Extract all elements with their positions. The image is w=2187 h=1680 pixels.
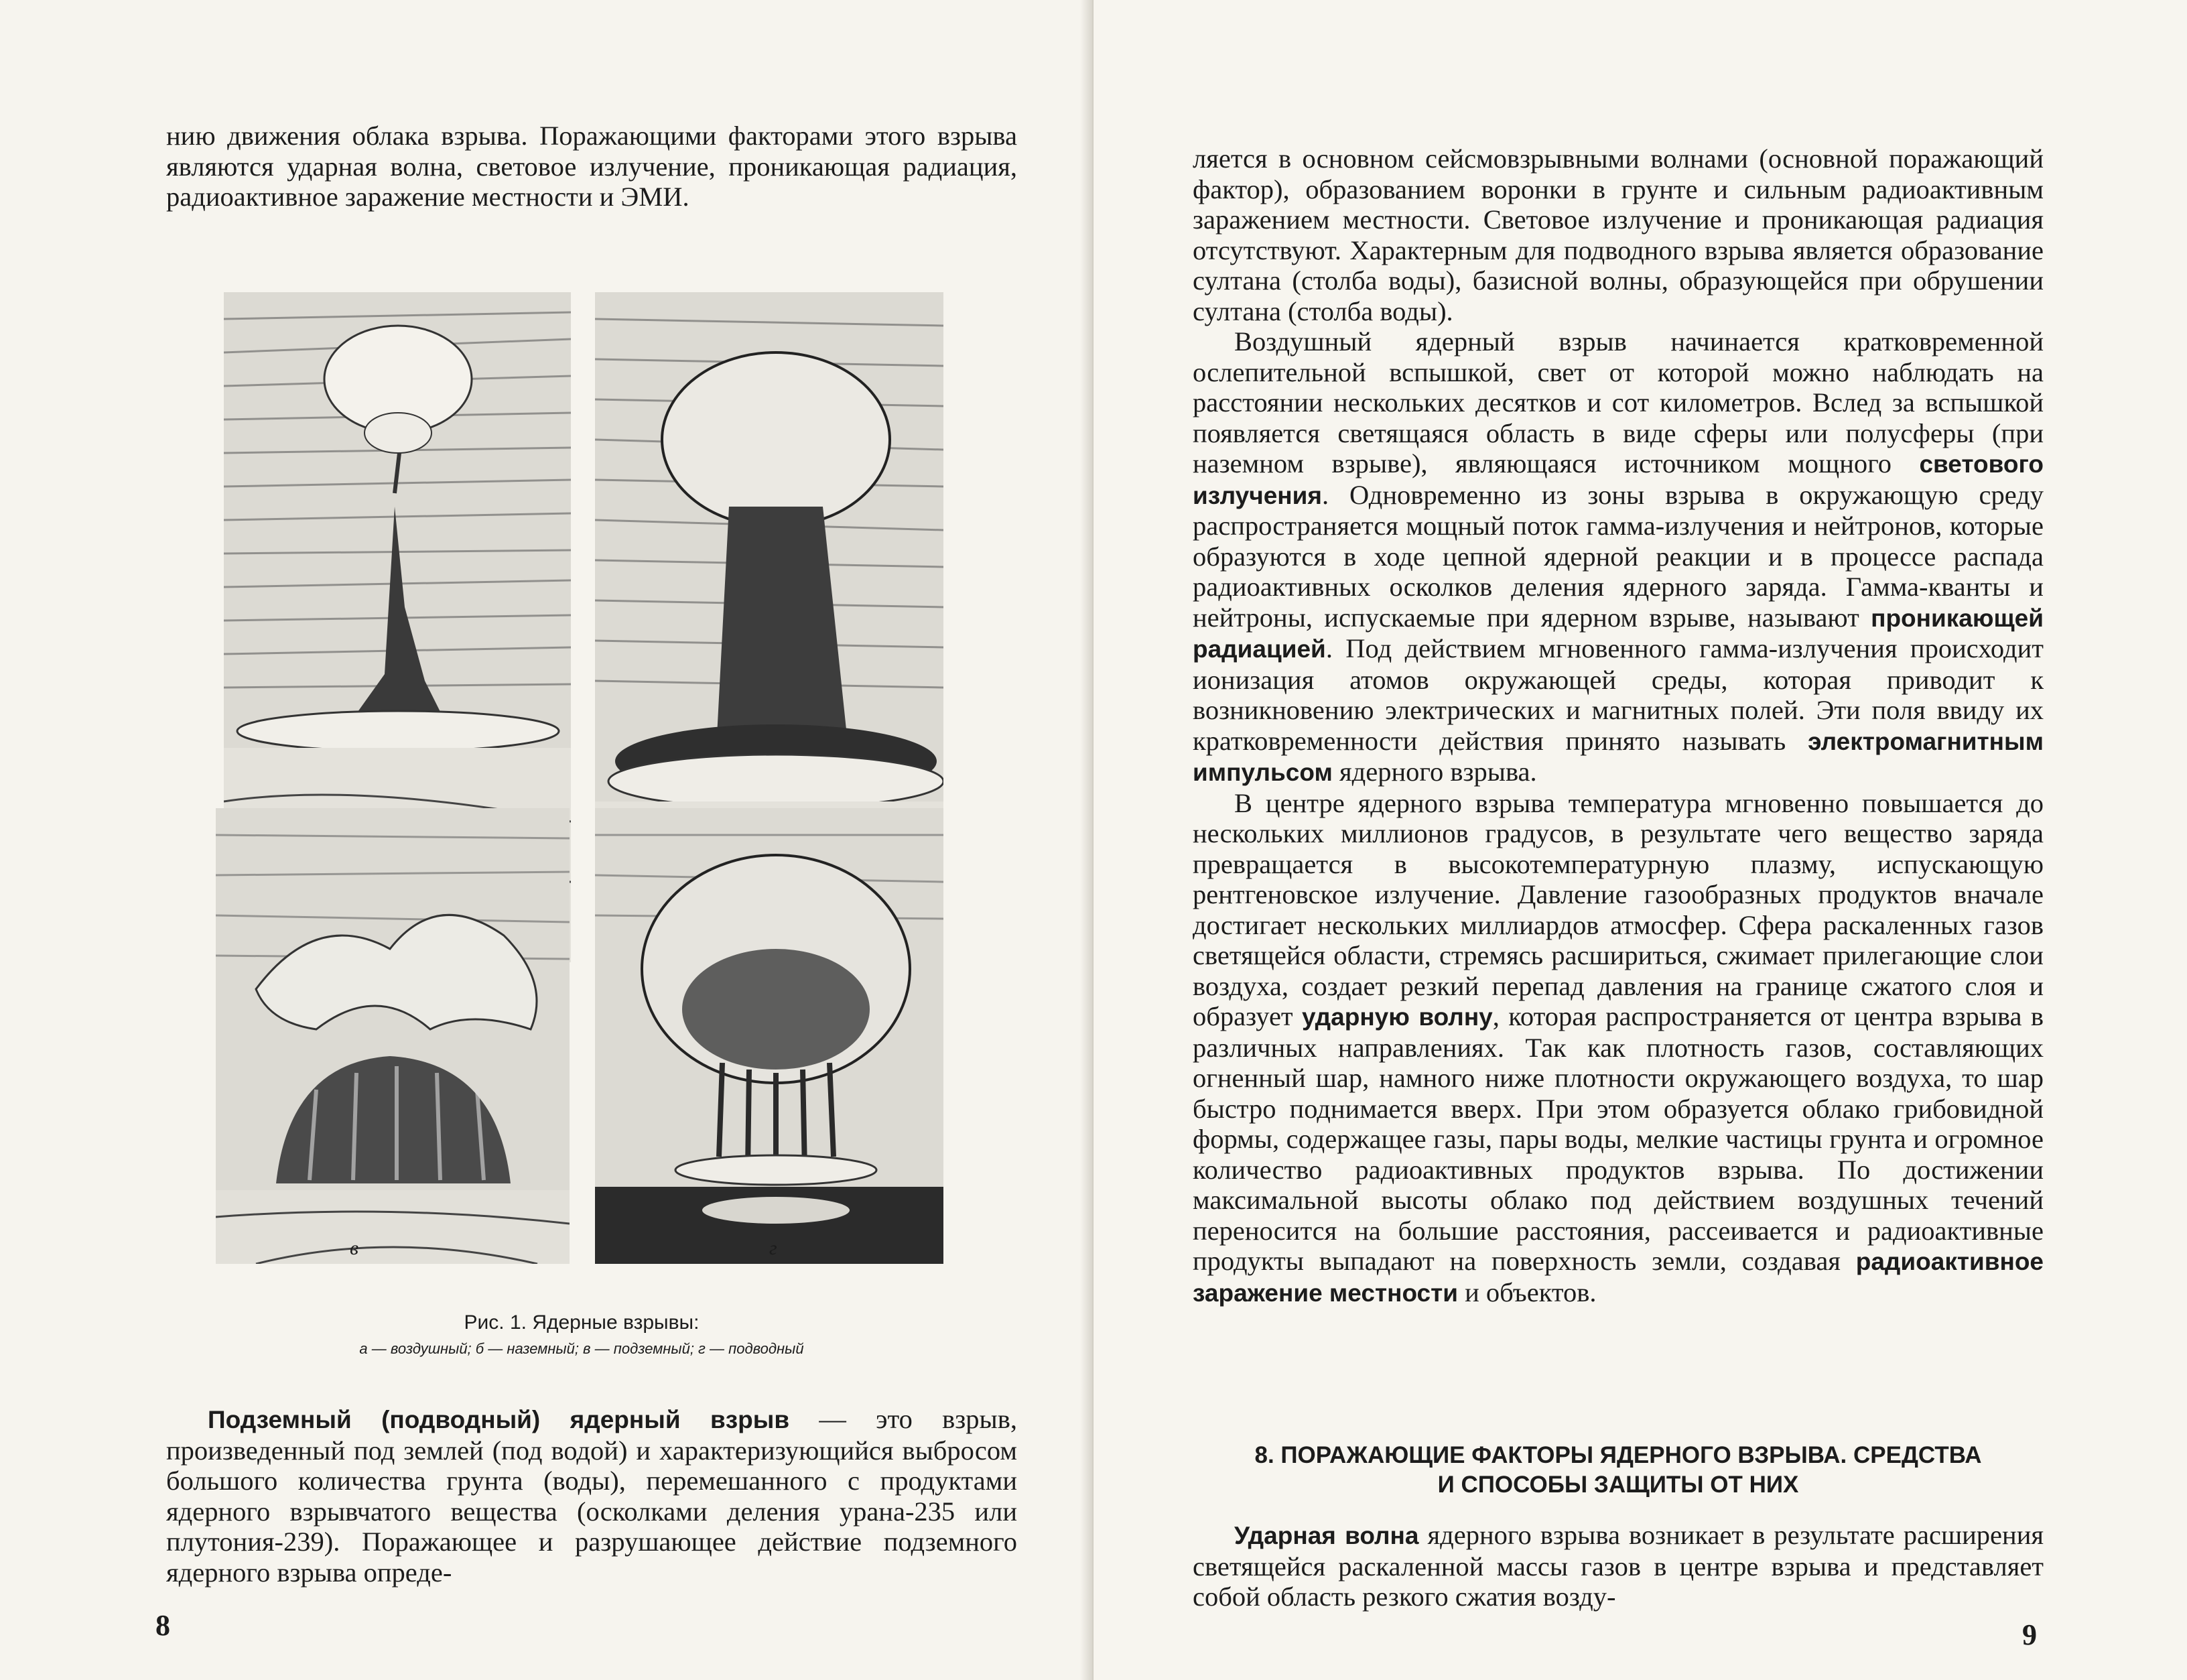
- term-shock-wave-2: Ударная волна: [1234, 1522, 1419, 1549]
- figure-caption-legend: а — воздушный; б — наземный; в — подземный; г — подводный: [359, 1340, 804, 1357]
- term-radioactive-contamination: радиоактивное заражение местности: [1193, 1248, 2044, 1307]
- right-bottom-paragraph: [1193, 1520, 2044, 1612]
- p3-part-c: , которая распространяется от центра взрыва в различных направлениях. Так как плотность газов, составляющих огненный шар, намного ниже плотности окружающего воздуха, то шар быстро поднимается вверх. При этом образуется облако грибовидной формы, содержащее газы, пары воды, мелкие частицы грунта и огромное количество радиоактивных продуктов взрыва. По достижении максимальной высоты облако под действием воздушных течений переносится на большие расстояния, рассеивается и радиоактивные продукты выпадают на поверхность земли, создавая: [1193, 1001, 2044, 1276]
- section-heading-line-1: 8. ПОРАЖАЮЩИЕ ФАКТОРЫ ЯДЕРНОГО ВЗРЫВА. СРЕДСТВА: [1254, 1442, 1982, 1468]
- right-main-text: [1193, 143, 2044, 1308]
- term-shock-wave: ударную волну: [1302, 1003, 1493, 1031]
- section-heading: [1193, 1441, 2044, 1500]
- p2-part-e: ядерного взрыва.: [1332, 757, 1537, 787]
- right-paragraph-3: [1193, 788, 2044, 1309]
- panel-label-c: в: [350, 1237, 359, 1259]
- section-heading-line-2: И СПОСОБЫ ЗАЩИТЫ ОТ НИХ: [1437, 1472, 1799, 1498]
- p2-part-c: . Одновременно из зоны взрыва в окружающую среду распространяется мощный поток гамма-излучения и нейтронов, которые образуются в ходе цепной ядерной реакции и в процессе распада радиоактивных осколков деления ядерного заряда. Гамма-кванты и нейтроны, испускаемые при ядерном взрыве, называют: [1193, 479, 2044, 633]
- left-top-paragraph: [166, 121, 1017, 212]
- p2-part-a: Воздушный ядерный взрыв начинается кратковременной ослепительной вспышкой, свет от которой можно наблюдать на расстоянии нескольких десятков и сот километров. Вслед за вспышкой появляется светящаяся область в виде сферы или полусферы (при наземном взрыве), являющаяся источником мощного: [1193, 326, 2044, 478]
- right-paragraph-4: [1193, 1520, 2044, 1612]
- figure-caption-title: Рис. 1. Ядерные взрывы:: [464, 1311, 700, 1334]
- figure-nuclear-explosions: [216, 285, 947, 1264]
- panel-label-d: г: [769, 1237, 777, 1259]
- left-bottom-paragraph: [166, 1404, 1017, 1588]
- right-paragraph-1: ляется в основном сейсмовзрывными волнами (основной поражающий фактор), образованием воронки в грунте и сильным радиоактивным заражением местности. Световое излучение и проникающая радиация отсутствуют. Характерным для подводного взрыва является образование султана (столба воды), базисной волны, образующейся при обрушении султана (столба воды).: [1193, 143, 2044, 326]
- term-emp: электромагнитным импульсом: [1193, 727, 2044, 786]
- p2-part-d: . Под действием мгновенного гамма-излучения происходит ионизация атомов окружающей среды, которая приводит к возникновению электрических и магнитных полей. Эти поля ввиду их кратковременности действия принято называть: [1193, 633, 2044, 756]
- term-light-radiation: светового излучения: [1193, 450, 2044, 509]
- left-bottom-text-rest: — это взрыв, произведенный под землей (под водой) и характеризующийся выбросом большого количества грунта (воды), перемешанного с продуктами ядерного взрывчатого вещества (осколками деления урана-235 или плутония-239). Поражающее и разрушающее действие подземного ядерного взрыва опреде-: [166, 1404, 1017, 1588]
- term-penetrating-radiation: проникающей радиацией: [1193, 604, 2044, 663]
- term-underground-burst: Подземный (подводный) ядерный взрыв: [208, 1406, 790, 1433]
- p3-part-a: В центре ядерного взрыва температура мгновенно повышается до нескольких миллионов градусов, в результате чего вещество заряда превращается в высокотемпературную плазму, испускающую рентгеновское излучение. Давление газообразных продуктов вначале достигает нескольких миллиардов атмосфер. Сфера раскаленных газов светящейся области, стремясь расшириться, сжимает прилегающие слои воздуха, создает резкий перепад давления на границе сжатого слоя и образует: [1193, 787, 2044, 1031]
- page-number-right: 9: [2022, 1618, 2037, 1651]
- left-top-text: нию движения облака взрыва. Поражающими факторами этого взрыва являются ударная волна, световое излучение, проникающая радиация, радиоактивное заражение местности и ЭМИ.: [166, 121, 1017, 212]
- page-number-left: 8: [155, 1609, 170, 1642]
- figure-panel-underwater-burst: [595, 808, 943, 1264]
- right-paragraph-2: [1193, 326, 2044, 788]
- p4-rest: ядерного взрыва возникает в результате расширения светящейся раскаленной массы газов в центре взрыва и представляет собой область резкого сжатия возду-: [1193, 1520, 2044, 1612]
- left-bottom-text: [166, 1404, 1017, 1588]
- underwater-burst-illustration: [595, 808, 943, 1264]
- p3-part-d: и объектов.: [1458, 1277, 1597, 1307]
- figure-panel-underground-burst: [216, 808, 570, 1264]
- underground-burst-illustration: [216, 808, 570, 1264]
